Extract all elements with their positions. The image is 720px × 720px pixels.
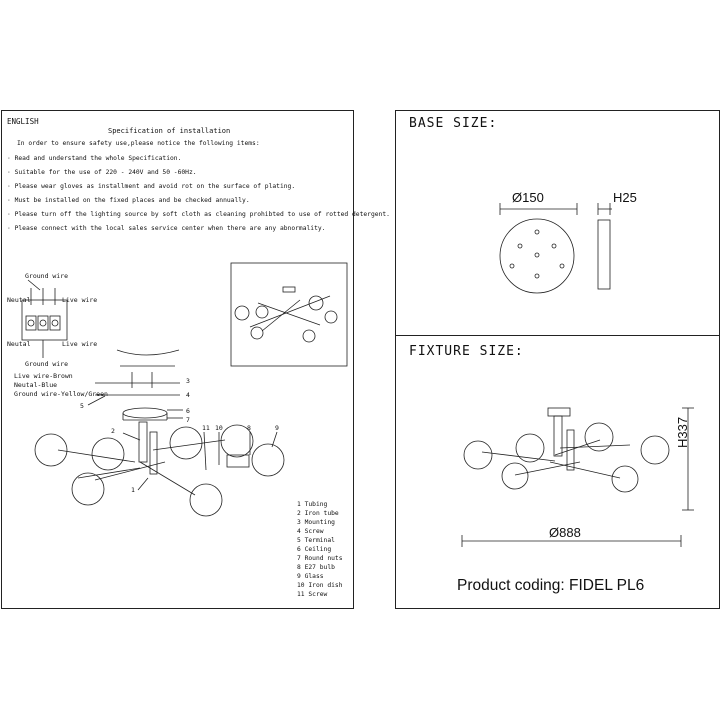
wiring-live-top: Live wire <box>62 296 98 304</box>
parts-list-item: 5 Terminal <box>297 537 335 544</box>
fixture-size-heading: FIXTURE SIZE: <box>409 344 524 359</box>
wiring-ground-top: Ground wire <box>25 272 69 280</box>
parts-list-item: 11 Screw <box>297 591 328 598</box>
product-coding: Product coding: FIDEL PL6 <box>457 577 645 594</box>
product-photo <box>231 263 347 366</box>
spec-item: · Please connect with the local sales service center when there are any abnormality. <box>7 225 326 232</box>
mounting-exploded-view <box>88 350 183 420</box>
parts-list-item: 6 Ceiling <box>297 546 332 553</box>
wire-legend: Live wire-Brown <box>14 372 73 380</box>
spec-item: · Must be installed on the fixed places and be checked annually. <box>7 197 250 204</box>
terminal-block-diagram <box>22 280 67 358</box>
callout-number: 5 <box>80 402 84 410</box>
spec-item: · Please wear gloves as installment and avoid rot on the surface of plating. <box>7 183 296 190</box>
base-height-label: H25 <box>613 190 637 205</box>
base-size-heading: BASE SIZE: <box>409 116 498 131</box>
spec-title: Specification of installation <box>108 127 231 135</box>
spec-intro: In order to ensure safety use,please notice the following items: <box>17 140 260 147</box>
parts-list-item: 8 E27 bulb <box>297 564 335 571</box>
wire-legend: Neutal-Blue <box>14 381 58 389</box>
parts-list-item: 2 Iron tube <box>297 510 339 517</box>
wiring-live-bottom: Live wire <box>62 340 98 348</box>
spec-item: · Suitable for the use of 220 - 240V and 50 -60Hz. <box>7 169 197 176</box>
fixture-diameter-label: Ø888 <box>549 525 581 540</box>
bulb-assembly <box>204 432 284 476</box>
fixture-height-label: H337 <box>675 416 690 448</box>
parts-list-item: 7 Round nuts <box>297 555 343 562</box>
callout-number: 11 <box>202 424 210 432</box>
wiring-ground-bottom: Ground wire <box>25 360 69 368</box>
fixture-exploded-view <box>35 422 253 516</box>
callout-number: 1 <box>131 486 135 494</box>
parts-list-item: 9 Glass <box>297 573 324 580</box>
wiring-neutal-bottom: Neutal <box>7 340 31 348</box>
callout-number: 4 <box>186 391 190 399</box>
callout-number: 9 <box>275 424 279 432</box>
callout-number: 8 <box>247 424 251 432</box>
parts-list-item: 1 Tubing <box>297 501 328 508</box>
parts-list-item: 10 Iron dish <box>297 582 343 589</box>
callout-number: 3 <box>186 377 190 385</box>
spec-item: · Please turn off the lighting source by soft cloth as cleaning prohibted to use of rotted detergent. <box>7 211 390 218</box>
callout-number: 2 <box>111 427 115 435</box>
parts-list-item: 4 Screw <box>297 528 324 535</box>
language-label: ENGLISH <box>7 117 39 126</box>
wire-legend: Ground wire-Yellow/Green <box>14 390 108 398</box>
base-diameter-label: Ø150 <box>512 190 544 205</box>
callout-number: 10 <box>215 424 223 432</box>
wiring-neutal-top: Neutal <box>7 296 31 304</box>
fixture-dimension-drawing <box>462 408 694 547</box>
parts-list-item: 3 Mounting <box>297 519 335 526</box>
spec-item: · Read and understand the whole Specification. <box>7 155 182 162</box>
base-dimension-drawing <box>500 203 612 293</box>
callout-number: 6 <box>186 407 190 415</box>
callout-number: 7 <box>186 416 190 424</box>
